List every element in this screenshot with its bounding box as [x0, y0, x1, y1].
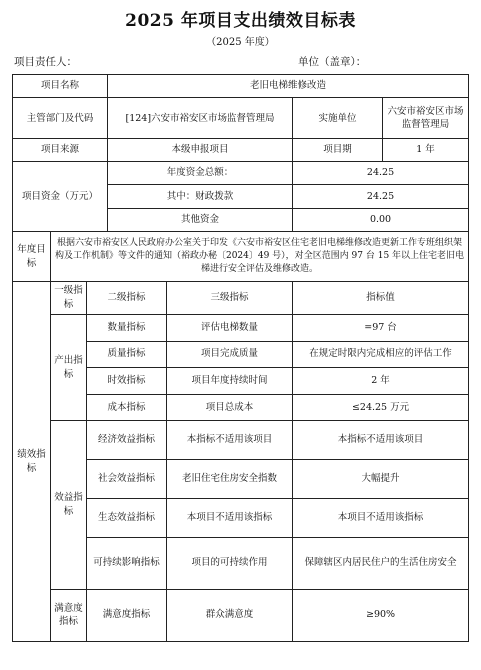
value-cell: 在规定时限内完成相应的评估工作: [293, 341, 469, 368]
period-label: 项目期: [293, 139, 383, 161]
output-indicator-label: 产出指标: [51, 315, 87, 421]
impl-value: 六安市裕安区市场监督管理局: [383, 98, 469, 139]
row-perf-header: [13, 282, 469, 315]
page-title: 2025 年项目支出绩效目标表: [125, 11, 356, 31]
level3-cell: 本项目不适用该指标: [167, 498, 293, 537]
performance-goal-table: [12, 74, 469, 642]
level3-cell: 项目的可持续作用: [167, 537, 293, 589]
perf-header-level1: 一级指标: [51, 282, 87, 315]
fund-other-label: 其他资金: [108, 208, 293, 231]
level3-cell: 项目年度持续时间: [167, 368, 293, 395]
row-annual-goal: [13, 232, 469, 282]
source-label: 项目来源: [13, 139, 108, 161]
level2-cell: 满意度指标: [87, 589, 167, 641]
value-cell: ≥90%: [293, 589, 469, 641]
level2-cell: 数量指标: [87, 315, 167, 342]
annual-goal-label: 年度目标: [13, 232, 51, 282]
level3-cell: 项目完成质量: [167, 341, 293, 368]
value-cell: 保障辖区内居民住户的生活住房安全: [293, 537, 469, 589]
level3-cell: 项目总成本: [167, 394, 293, 421]
period-value: 1 年: [383, 139, 469, 161]
perf-section-label: 绩效指标: [13, 282, 51, 642]
value-cell: 2 年: [293, 368, 469, 395]
level3-cell: 本指标不适用该项目: [167, 421, 293, 460]
dept-value: [124]六安市裕安区市场监督管理局: [108, 98, 293, 139]
unit-seal-label: 单位（盖章）：: [298, 56, 367, 68]
level2-cell: 经济效益指标: [87, 421, 167, 460]
level3-cell: 群众满意度: [167, 589, 293, 641]
project-name-value: 老旧电梯维修改造: [108, 75, 469, 98]
page-subtitle: （2025 年度）: [206, 37, 275, 48]
fund-fiscal-value: 24.25: [293, 185, 469, 208]
level2-cell: 生态效益指标: [87, 498, 167, 537]
value-cell: 本项目不适用该指标: [293, 498, 469, 537]
row-department: [13, 98, 469, 139]
annual-goal-text: 根据六安市裕安区人民政府办公室关于印发《六安市裕安区住宅老旧电梯维修改造更新工作专班组织架构及工作机制》等文件的通知（裕政办秘〔2024〕49 号），对全区范围内 97 台 15 年以上住宅老旧电梯进行安全评估及维修改造。: [51, 232, 469, 282]
source-value: 本级申报项目: [108, 139, 293, 161]
perf-header-level2: 二级指标: [87, 282, 167, 315]
value-cell: =97 台: [293, 315, 469, 342]
fund-fiscal-label: 其中：财政拨款: [108, 185, 293, 208]
table-row: [13, 589, 469, 641]
impl-label: 实施单位: [293, 98, 383, 139]
table-row: [13, 421, 469, 460]
dept-label: 主管部门及代码: [13, 98, 108, 139]
fund-label: 项目资金（万元）: [13, 161, 108, 231]
perf-header-level3: 三级指标: [167, 282, 293, 315]
value-cell: 本指标不适用该项目: [293, 421, 469, 460]
level2-cell: 质量指标: [87, 341, 167, 368]
value-cell: ≤24.25 万元: [293, 394, 469, 421]
fund-total-label: 年度资金总额：: [108, 161, 293, 184]
satisfaction-indicator-label: 满意度指标: [51, 589, 87, 641]
value-cell: 大幅提升: [293, 460, 469, 499]
fund-other-value: 0.00: [293, 208, 469, 231]
row-project-name: [13, 75, 469, 98]
level2-cell: 成本指标: [87, 394, 167, 421]
fund-total-value: 24.25: [293, 161, 469, 184]
perf-header-value: 指标值: [293, 282, 469, 315]
level3-cell: 评估电梯数量: [167, 315, 293, 342]
responsible-label: 项目责任人：: [14, 56, 77, 68]
row-fund-total: [13, 161, 469, 184]
level2-cell: 社会效益指标: [87, 460, 167, 499]
benefit-indicator-label: 效益指标: [51, 421, 87, 590]
level3-cell: 老旧住宅住房安全指数: [167, 460, 293, 499]
level2-cell: 时效指标: [87, 368, 167, 395]
project-name-label: 项目名称: [13, 75, 108, 98]
level2-cell: 可持续影响指标: [87, 537, 167, 589]
table-row: [13, 315, 469, 342]
row-source: [13, 139, 469, 161]
